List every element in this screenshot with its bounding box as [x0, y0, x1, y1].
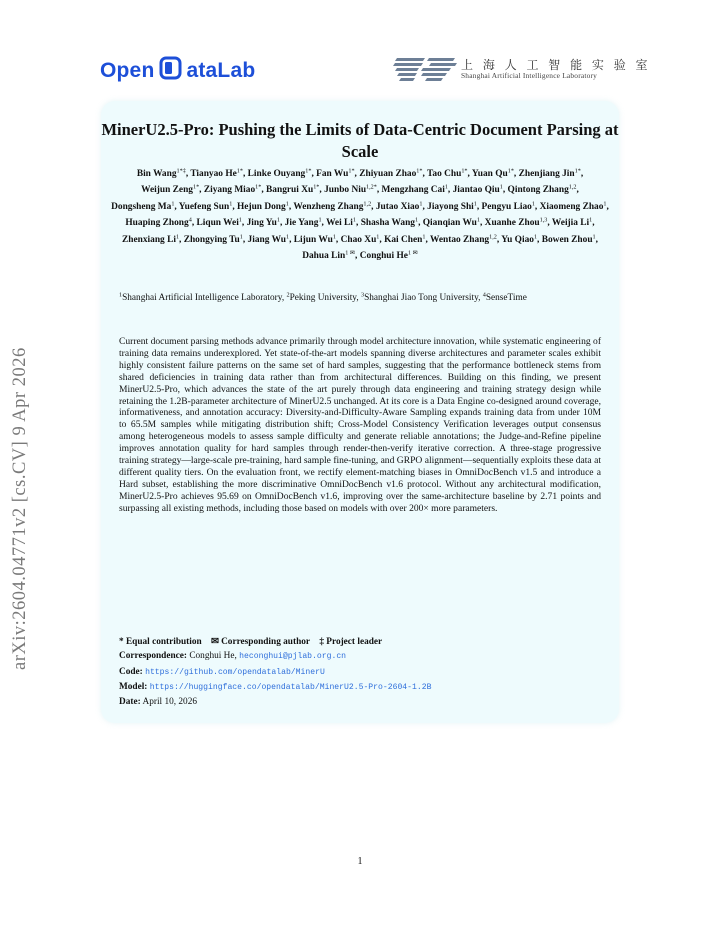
affiliation-number: 4 [482, 291, 486, 299]
abstract-text: Current document parsing methods advance primarily through model architecture innovation, while systematic engineering of training data remains underexplored. Yet state-of-the-art models spanning diverse architectures and parameter scales exhibit highly consistent failure patterns on the same set of hard samples, suggesting that the performance bottleneck stems from shared deficiencies in training data rather than from architectural differences. Building on this finding, we present MinerU2.5-Pro, which advances the state of the art purely through data engineering and training strategy design while retaining the 1.2B-parameter architecture of MinerU2.5 unchanged. At its core is a Data Engine co-designed around coverage, informativeness, and annotation accuracy: Diversity-and-Difficulty-Aware Sampling expands training data from under 10M to 65.5M samples while mitigating distribution shift; Cross-Model Consistency Verification leverages output consensus among heterogeneous models to assess sample difficulty and generate reliable annotations; the Judge-and-Refine pipeline improves annotation quality for hard samples through render-then-verify iterative correction. A three-stage progressive training strategy—large-scale pre-training, hard sample fine-tuning, and GRPO alignment—sequentially exploits these data at different quality tiers. On the evaluation front, we rectify element-matching biases in OmniDocBench v1.5 and introduce a Hard subset, establishing the more discriminative OmniDocBench v1.6 protocol. Without any architectural modification, MinerU2.5-Pro achieves 95.69 on OmniDocBench v1.6, improving over the same-architecture baseline by 2.71 points and surpassing all existing methods, including those based on models with over 200× more parameters. [119, 336, 601, 514]
author-affiliation-marker: 1* [255, 183, 262, 191]
author: Yuefeng Sun [178, 201, 230, 212]
author: Hejun Dong [237, 201, 286, 212]
author: Zhiyuan Zhao [359, 169, 417, 179]
author: Dahua Lin [302, 251, 346, 262]
author-affiliation-marker: 1 [229, 200, 233, 208]
author: Bangrui Xu [266, 185, 314, 196]
author: Jutao Xiao [375, 201, 420, 212]
author-affiliation-marker: 1,2 [489, 233, 497, 241]
author-affiliation-marker: 1 [419, 200, 423, 208]
author-affiliation-marker: 1* [192, 183, 200, 191]
author-affiliation-marker: 1 [422, 233, 426, 241]
affiliations: $^1$Shanghai Artificial Intelligence Laboratory, $^2$Peking University, $^3$Shanghai Jiao Tong University, $^4$SenseTime [119, 291, 527, 303]
author-affiliation-marker: 1 ✉ [345, 249, 356, 257]
corresponding-author-note: ✉ Corresponding author [210, 637, 311, 647]
affiliation-name: Shanghai Jiao Tong University [364, 293, 479, 303]
author: Weijia Li [551, 218, 590, 229]
date-line [119, 695, 599, 709]
author: Fan Wu [316, 169, 349, 179]
author-affiliation-marker: 1* [236, 167, 243, 175]
author-affiliation-marker: 1 [332, 233, 336, 241]
author-affiliation-marker: 1* [313, 183, 320, 191]
author: Qianqian Wu [422, 218, 477, 229]
author: Conghui He [359, 251, 408, 262]
code-url-link[interactable]: https://github.com/opendatalab/MinerU [145, 667, 325, 677]
affiliation-name: Shanghai Artificial Intelligence Laboratory [122, 293, 282, 303]
equal-contribution-note: * Equal contribution [119, 637, 202, 647]
author-affiliation-marker: 1 [238, 216, 242, 224]
author: Yu Qiao [501, 234, 534, 245]
model-url-link[interactable]: https://huggingface.co/opendatalab/MinerU2.5-Pro-2604-1.2B [149, 682, 432, 692]
code-label: Code: [119, 666, 143, 677]
author: Tianyao He [190, 169, 237, 179]
shanghai-ai-lab-emblem-icon [393, 56, 459, 82]
paper-title: MinerU2.5-Pro: Pushing the Limits of Data-Centric Document Parsing at Scale [101, 120, 619, 161]
author-affiliation-marker: 1 [171, 200, 175, 208]
author: Huaping Zhong [125, 218, 189, 229]
project-leader-note: ‡ Project leader [319, 637, 383, 647]
author: Jiantao Qiu [452, 185, 500, 196]
author: Jing Yu [246, 218, 277, 229]
model-label: Model: [119, 681, 148, 692]
date-label: Date: [119, 697, 141, 708]
author-affiliation-marker: 1 ✉ [407, 249, 418, 257]
affiliation-number: 1 [119, 291, 123, 299]
author: Zhenjiang Jin [518, 169, 575, 179]
code-line [119, 665, 599, 680]
author-affiliation-marker: 1 [175, 233, 180, 241]
author-affiliation-marker: 1 [352, 216, 356, 224]
arxiv-identifier: arXiv:2604.04771v2 [cs.CV] 9 Apr 2026 [10, 347, 30, 670]
author: Weijun Zeng [141, 185, 193, 196]
author: Ziyang Miao [203, 185, 256, 196]
page-number: 1 [357, 856, 363, 867]
affiliation-name: SenseTime [485, 293, 527, 303]
author-affiliation-marker: 1,3 [539, 216, 548, 224]
author-affiliation-marker: 1 [533, 233, 538, 241]
page-header [0, 0, 720, 100]
author-affiliation-marker: 1 [476, 216, 480, 224]
author: Xiaomeng Zhao [539, 201, 604, 212]
affiliation-number: 2 [286, 291, 290, 299]
author-affiliation-marker: 4 [188, 216, 192, 224]
author: Jiayong Shi [427, 201, 474, 212]
author: Wenzheng Zhang [293, 201, 364, 212]
author-affiliation-marker: 1,2* [366, 183, 377, 191]
author-affiliation-marker: 1 [318, 216, 322, 224]
opendatalab-logo [100, 56, 255, 86]
author: Pengyu Liao [481, 201, 532, 212]
affiliation-number: 3 [361, 291, 365, 299]
author-affiliation-marker: 1*‡ [176, 167, 186, 175]
model-line [119, 680, 599, 695]
shanghai-ai-lab-logo [393, 56, 651, 82]
author: Zhenxiang Li [122, 234, 176, 245]
author: Xuanhe Zhou [484, 218, 540, 229]
correspondence-line [119, 649, 599, 664]
author-affiliation-marker: 1,2 [363, 200, 372, 208]
lab-name-chinese: 上 海 人 工 智 能 实 验 室 [461, 58, 651, 72]
author-affiliation-marker: 1,2 [568, 183, 577, 191]
author: Tao Chu [427, 169, 462, 179]
author: Linke Ouyang [247, 169, 306, 179]
author-list: Bin Wang$^{1*\ddagger}$, Tianyao $He^{1*}$, Linke Ouyang$^{1*}$, Fan $Wu^{1*}$, Zhiyuan Zhao$^{1*}$, Tao Chu$^{1*}$, Yuan $Qu^{1*}$, Zhenjiang Jin$^{1*}$, Weijun Zeng$^{1*}$, Ziyang Miao$^{1*}$, Bangrui $Xu^{1*}$, Junbo Niu$^{1,2*}$, Mengzhang Cai$^1$, Jiantao Qiu$^1$, Qintong Zhang$^{1,2}$, Dongsheng Ma$^1$, Yuefeng Sun$^1$, Hejun Dong$^1$, Wenzheng Zhang$^{1,2}$, Jutao Xiao$^1$, Jiayong Shi$^1$, Pengyu Liao$^1$, Xiaomeng Zhao$^1$, Huaping Zhong$^4$, Liqun Wei$^1$, Jing Yu$^1$, Jie Yang$^1$, Wei Li$^1$, Shasha Wang$^1$, Qianqian Wu$^1$, Xuanhe Zhou$^{1,3}$, Weijia Li$^1$, Zhenxiang Li$^1$, Zhongying Tu$^1$, Jiang Wu$^1$, Lijun Wu$^1$, Chao Xu$^1$, Kai Chen$^1$, Wentao Zhang$^{1,2}$, Yu Qiao$^1$, Bowen Zhou$^1$, Dahua Lin$^{1 ✉}$, Conghui $He^{1 ✉}$ [111, 167, 609, 262]
author: Shasha Wang [360, 218, 415, 229]
logo-d-icon [159, 55, 183, 87]
author-affiliation-marker: 1* [305, 167, 312, 175]
author-affiliation-marker: 1 [592, 233, 596, 241]
author: Bin Wang [136, 169, 177, 179]
author: Zhongying Tu [183, 234, 240, 245]
affiliation-name: Peking University [289, 293, 357, 303]
author-affiliation-marker: 1 [603, 200, 607, 208]
author: Jie Yang [284, 218, 319, 229]
author: Liqun Wei [196, 218, 239, 229]
author: Junbo Niu [324, 185, 367, 196]
author: Chao Xu [340, 234, 377, 245]
correspondence-email-link[interactable]: heconghui@pjlab.org.cn [239, 652, 347, 662]
correspondence-name: Conghui He, [189, 651, 237, 662]
author-affiliation-marker: 1 [276, 216, 280, 224]
author: Qintong Zhang [507, 185, 569, 196]
logo-word-datalab: ataLab [186, 59, 256, 82]
author-affiliation-marker: 1* [574, 167, 581, 175]
lab-name-english: Shanghai Artificial Intelligence Laboratory [461, 71, 598, 80]
logo-word-open: Open [100, 59, 155, 82]
author-affiliation-marker: 1* [461, 167, 468, 175]
author-affiliation-marker: 1 [589, 216, 593, 224]
author: Yuan Qu [471, 169, 508, 179]
author-affiliation-marker: 1 [376, 233, 380, 241]
author: Kai Chen [384, 234, 423, 245]
date-value: April 10, 2026 [142, 697, 197, 708]
author: Wentao Zhang [429, 234, 490, 245]
author: Wei Li [326, 218, 353, 229]
author-affiliation-marker: 1 [239, 233, 243, 241]
author: Bowen Zhou [541, 234, 593, 245]
author: Lijun Wu [293, 234, 333, 245]
correspondence-label: Correspondence: [119, 651, 187, 662]
author-affiliation-marker: 1 [414, 216, 419, 224]
author-affiliation-marker: 1* [348, 167, 355, 175]
author-affiliation-marker: 1 [473, 200, 477, 208]
author-affiliation-marker: 1* [507, 167, 514, 175]
author-affiliation-marker: 1 [444, 183, 448, 191]
author-affiliation-marker: 1 [285, 200, 289, 208]
author-affiliation-marker: 1 [531, 200, 535, 208]
author-affiliation-marker: 1* [416, 167, 423, 175]
paper-metadata [119, 635, 599, 709]
author: Mengzhang Cai [381, 185, 445, 196]
author-affiliation-marker: 1 [286, 233, 290, 241]
author: Jiang Wu [247, 234, 287, 245]
author: Dongsheng Ma [111, 201, 172, 212]
contribution-notes [119, 635, 599, 649]
author-affiliation-marker: 1 [499, 183, 503, 191]
